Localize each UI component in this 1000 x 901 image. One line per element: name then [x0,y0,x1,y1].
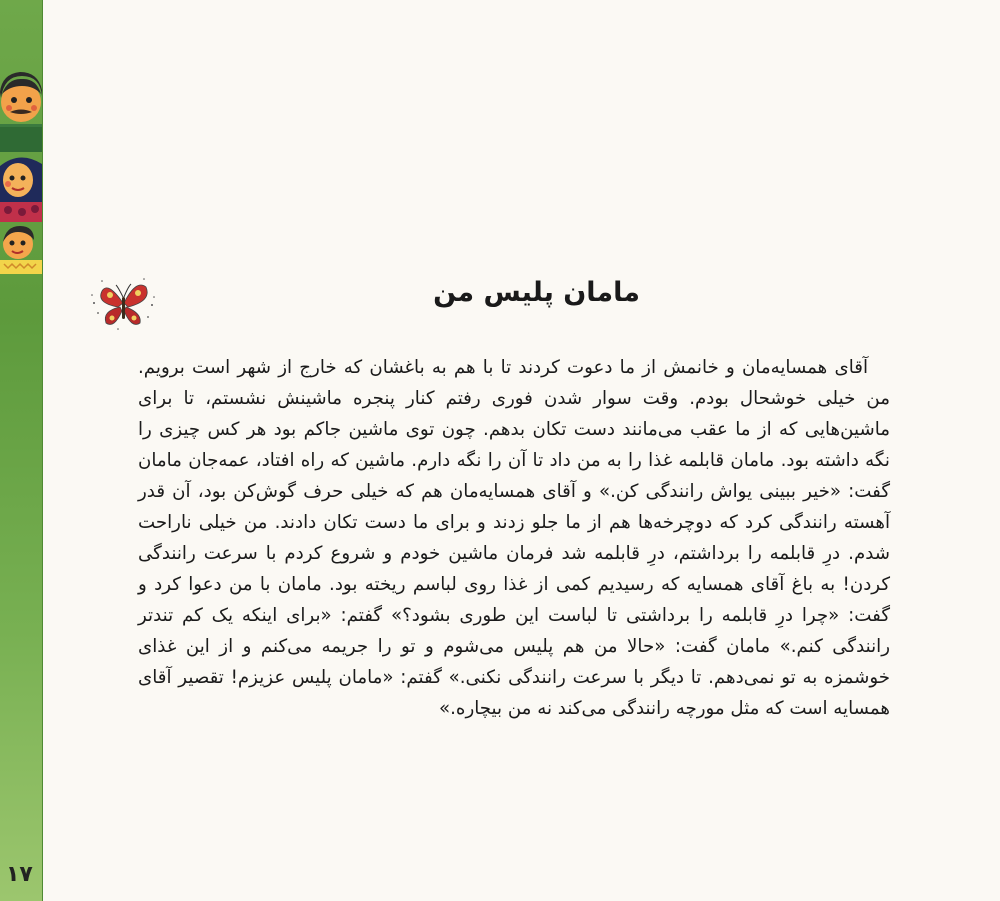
face-boy-icon [0,72,42,152]
left-green-margin [0,0,43,901]
face-boy-yellow-icon [0,224,42,274]
children-faces-illustration [0,72,42,274]
page-title: مامان پلیس من [433,277,640,308]
story-paragraph: آقای همسایه‌مان و خانمش از ما دعوت کردند تا با هم به باغشان که خارج از شهر است برویم. من خیلی خوشحال بودم. وقت سوار شدن فوری رفتم کنار پنجره ماشینش نشستم، تا برای ماشین‌هایی که از ما عقب می‌مانند دست تکان بدهم. چون توی ماشین جاکم بود هر کس چیزی را نگه داشته بود. مامان قابلمه غذا را به من داد تا آن را نگه دارم. ماشین که راه افتاد، عمه‌جان مامان گفت: «خیر ببینی یواش رانندگی کن.» و آقای همسایه‌مان هم که خیلی حرف گوش‌کن بود، آن قدر آهسته رانندگی کرد که دوچرخه‌ها هم از ما جلو زدند و برای ما دست تکان دادند. من خیلی ناراحت شدم. درِ قابلمه را برداشتم، درِ قابلمه شد فرمان ماشین خودم و شروع کردم با سرعت رانندگی کردن! به باغ آقای همسایه که رسیدیم کمی از غذا روی لباسم ریخته بود. مامان با من دعوا کرد و گفت: «چرا درِ قابلمه را برداشتی تا لباست این طوری بشود؟» گفتم: «برای اینکه یک کم تندتر رانندگی کنم.» مامان گفت: «حالا من هم پلیس می‌شوم و تو را جریمه می‌کنم و از این غذای خوشمزه به تو نمی‌دهم. تا دیگر با سرعت رانندگی نکنی.» گفتم: «مامان پلیس عزیزم! تقصیر آقای همسایه است که مثل مورچه رانندگی می‌کند نه من بیچاره.» [138,357,890,719]
title-row [80,265,640,335]
page-number: ۱۷ [6,862,33,887]
butterfly-icon [88,273,158,333]
story-body [138,352,890,724]
face-girl-icon [0,156,42,222]
